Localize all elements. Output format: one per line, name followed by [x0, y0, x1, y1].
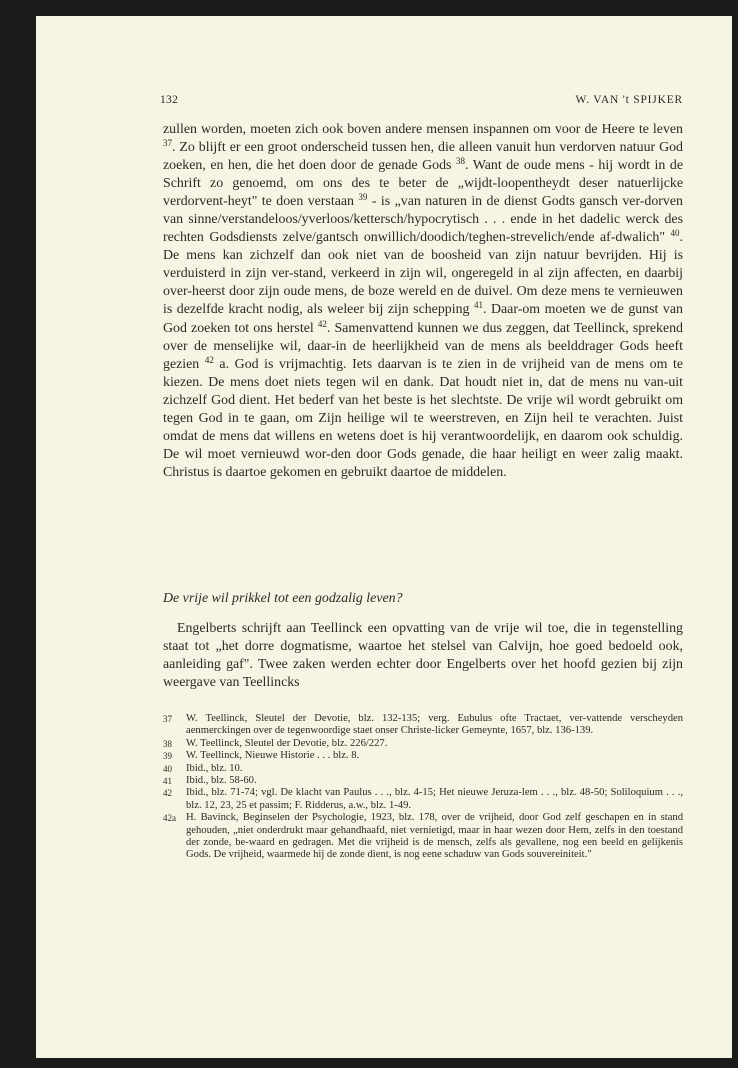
- footnote-ref: 41: [474, 300, 483, 311]
- footnote-number: 42: [163, 788, 172, 799]
- footnote-number: 41: [163, 776, 172, 787]
- paragraph: Engelberts schrijft aan Teellinck een opvatting van de vrije wil toe, die in tegenstelling staat tot „het dorre dogmatisme, waartoe het stelsel van Calvijn, hoe goed bedoeld ook, aanleiding gaf". Twee zaken werden echter door Engelberts over het hoofd gezien bij zijn weergave van Teellincks: [163, 621, 683, 691]
- footnote: [163, 738, 683, 750]
- footnote-ref: 40: [670, 228, 680, 239]
- scan-border-bottom: [0, 1058, 738, 1068]
- paragraph: zullen worden, moeten zich ook boven andere mensen inspannen om voor de Heere te leven $^{37}$. Zo blijft er een groot onderscheid tussen hen, die alleen vanuit hun verdorven natuur God zoeken, en hen, die het doen door de genade Gods $^{38}$. Want de oude mens - hij wordt in de Schrift zo genoemd, om ons des te beter de „wijdt-loopentheydt deser natuerlijcke verdorvent-heyt" te doen verstaan $^{39}$ - is „van naturen in de dienst Godts gansch ver-dorven van sinne/verstandeloos/yverloos/kettersch/hypocrytisch . . . ende in het dadelic werck des rechten Godsdiensts zelve/gantsch onwillich/doodich/teghen-strevelich/ende af-dwalich" $^{40}$. De mens kan zichzelf dan ook niet van de boosheid van zijn natuur bevrijden. Hij is verduisterd in zijn ver-stand, verkeerd in zijn wil, ongeregeld in al zijn affecten, en daarbij over-heerst door zijn oude mens, de boze wereld en de duivel. Om deze mens te vernieuwen is dezelfde kracht nodig, als weleer bij zijn schepping $^{41}$. Daar-om moeten we de gunst van God zoeken tot ons herstel $^{42}$. Samenvattend kunnen we dus zeggen, dat Teellinck, sprekend over de menselijke wil, daar-in de heerlijkheid van de mens als beelddrager Gods heeft gezien $^{42}$ a. God is vrijmachtig. Iets daarvan is te zien in de vrijheid van de mens om te kiezen. De mens doet niets tegen wil en dank. Dat houdt niet in, dat de mens nu van-uit zichzelf God dient. Het bederf van het beste is het slechtste. De vrije wil wordt gebruikt om tegen God in te gaan, om Zijn heilige wil te weerstreven, en Zijn heil te verachten. Juist omdat de mens dat willens en wetens doet is hij verantwoordelijk, en daarom ook schuldig. De wil moet vernieuwd wor-den door Gods genade, die haar heiligt en weer zalig maakt. Christus is daartoe gekomen en gebruikt daartoe de middelen.: [163, 122, 684, 480]
- footnote: [163, 713, 683, 738]
- footnote-text: H. Bavinck, Beginselen der Psychologie, 1923, blz. 178, over de vrijheid, door God zelf geschapen en in stand gehouden, „niet onderdrukt maar gehandhaafd, niet vernietigd, maar in haar wezen door Hem, zelfs in den toestand der zonde, be-waard en gedragen. Met die vrijheid is de mensch, zelfs als gevallene, nog een beeld en gelijkenis Gods. De vrijheid, waarmede hij de zonde dient, is nog eene schaduw van Gods souvereiniteit.": [186, 812, 683, 861]
- running-title: W. VAN 't SPIJKER: [575, 94, 683, 106]
- footnote-text: Ibid., blz. 71-74; vgl. De klacht van Paulus . . ., blz. 4-15; Het nieuwe Jeruza-lem . . ., blz. 48-50; Soliloquium . . ., blz. 12, 23, 25 et passim; F. Ridderus, a.w., blz. 1-49.: [186, 787, 683, 811]
- footnote-ref: 38: [455, 156, 465, 167]
- footnote-number: 39: [163, 751, 172, 762]
- footnote: [163, 787, 683, 812]
- scan-border-left: [0, 0, 36, 1068]
- main-text: [163, 121, 683, 482]
- footnote-number: 38: [163, 738, 172, 749]
- footnote-text: W. Teellinck, Sleutel der Devotie, blz. 226/227.: [186, 737, 388, 749]
- footnotes: [163, 713, 683, 862]
- footnote-ref: 37: [163, 138, 172, 149]
- footnote-number: 42a: [163, 813, 176, 824]
- section-heading: De vrije wil prikkel tot een godzalig leven?: [163, 591, 403, 606]
- footnote-number: 37: [163, 714, 172, 724]
- footnote-ref: 42: [317, 318, 327, 329]
- footnote: [163, 812, 683, 862]
- footnote-text: W. Teellinck, Sleutel der Devotie, blz. 132-135; verg. Eubulus ofte Tractaet, ver-vattende verscheyden aenmerckingen over de tegenwoordige staet onser Christe-licker Gemeynte, 1657, blz. 136-139.: [186, 713, 683, 737]
- footnote: [163, 763, 683, 775]
- footnote-number: 40: [163, 763, 172, 774]
- footnote-text: Ibid., blz. 58-60.: [186, 775, 257, 787]
- footnote-ref: 39: [358, 192, 368, 203]
- scan-border-right: [732, 0, 738, 1068]
- page-number: 132: [160, 94, 179, 106]
- footnote-ref: 42: [204, 354, 214, 365]
- footnote-text: W. Teellinck, Nieuwe Historie . . . blz. 8.: [186, 750, 360, 762]
- scan-border-top: [0, 0, 738, 16]
- section-text: [163, 620, 683, 692]
- footnote: [163, 775, 683, 787]
- footnote-text: Ibid., blz. 10.: [186, 762, 243, 774]
- footnote: [163, 750, 683, 762]
